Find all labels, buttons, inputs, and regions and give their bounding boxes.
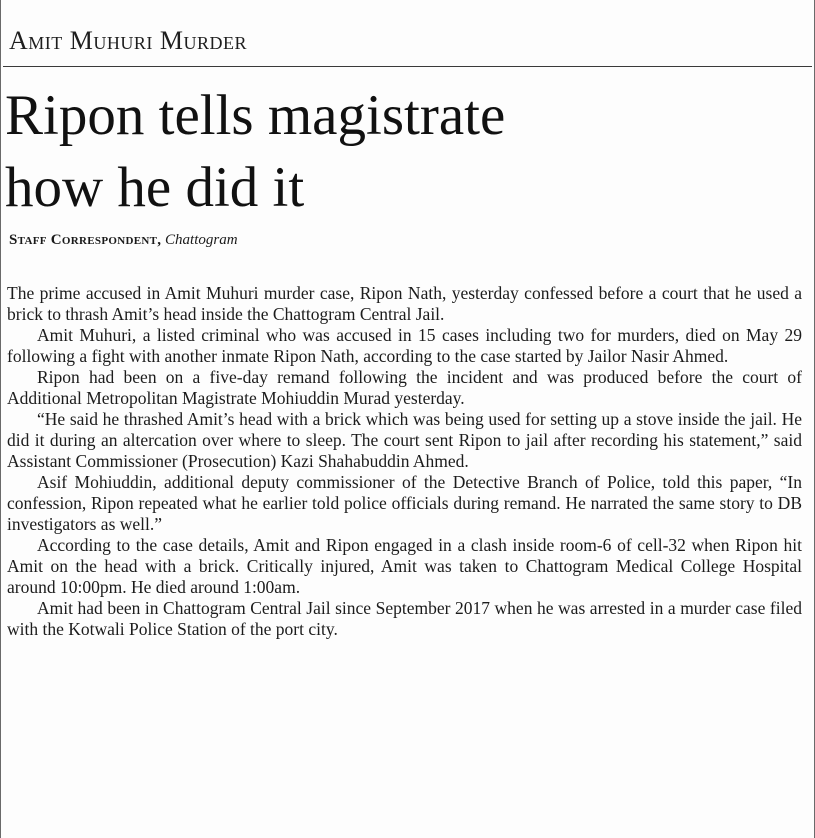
headline-line-1: Ripon tells magistrate [5, 84, 506, 147]
paragraph-2: Amit Muhuri, a listed criminal who was accused in 15 cases including two for murders, died on May 29 following a fight with another inmate Ripon Nath, according to the case started by Jailor Nasir Ahmed. [7, 325, 802, 366]
section-kicker: Amit Muhuri Murder [9, 26, 248, 55]
headline-line-2: how he did it [5, 156, 305, 219]
paragraph-6: According to the case details, Amit and Ripon engaged in a clash inside room-6 of cell-32 when Ripon hit Amit on the head with a brick. Critically injured, Amit was taken to Chattogram Medical College Hospital around 10:00pm. He died around 1:00am. [7, 535, 802, 597]
article-body [7, 283, 802, 640]
paragraph-4: “He said he thrashed Amit’s head with a brick which was being used for setting up a stove inside the jail. He did it during an altercation over where to sleep. The court sent Ripon to jail after recording his statement,” said Assistant Commissioner (Prosecution) Kazi Shahabuddin Ahmed. [7, 409, 802, 471]
paragraph-7: Amit had been in Chattogram Central Jail since September 2017 when he was arrested in a murder case filed with the Kotwali Police Station of the port city. [7, 598, 802, 639]
paragraph-5: Asif Mohiuddin, additional deputy commissioner of the Detective Branch of Police, told this paper, “In confession, Ripon repeated what he earlier told police officials during remand. He narrated the same story to DB investigators as well.” [7, 472, 802, 534]
byline-place: Chattogram [165, 232, 238, 248]
paragraph-1: The prime accused in Amit Muhuri murder case, Ripon Nath, yesterday confessed before a court that he used a brick to thrash Amit’s head inside the Chattogram Central Jail. [7, 283, 802, 324]
byline [9, 232, 238, 249]
paragraph-3: Ripon had been on a five-day remand following the incident and was produced before the court of Additional Metropolitan Magistrate Mohiuddin Murad yesterday. [7, 367, 802, 408]
kicker-divider [3, 66, 812, 67]
byline-role: Staff Correspondent, [9, 232, 162, 248]
headline [5, 80, 805, 224]
